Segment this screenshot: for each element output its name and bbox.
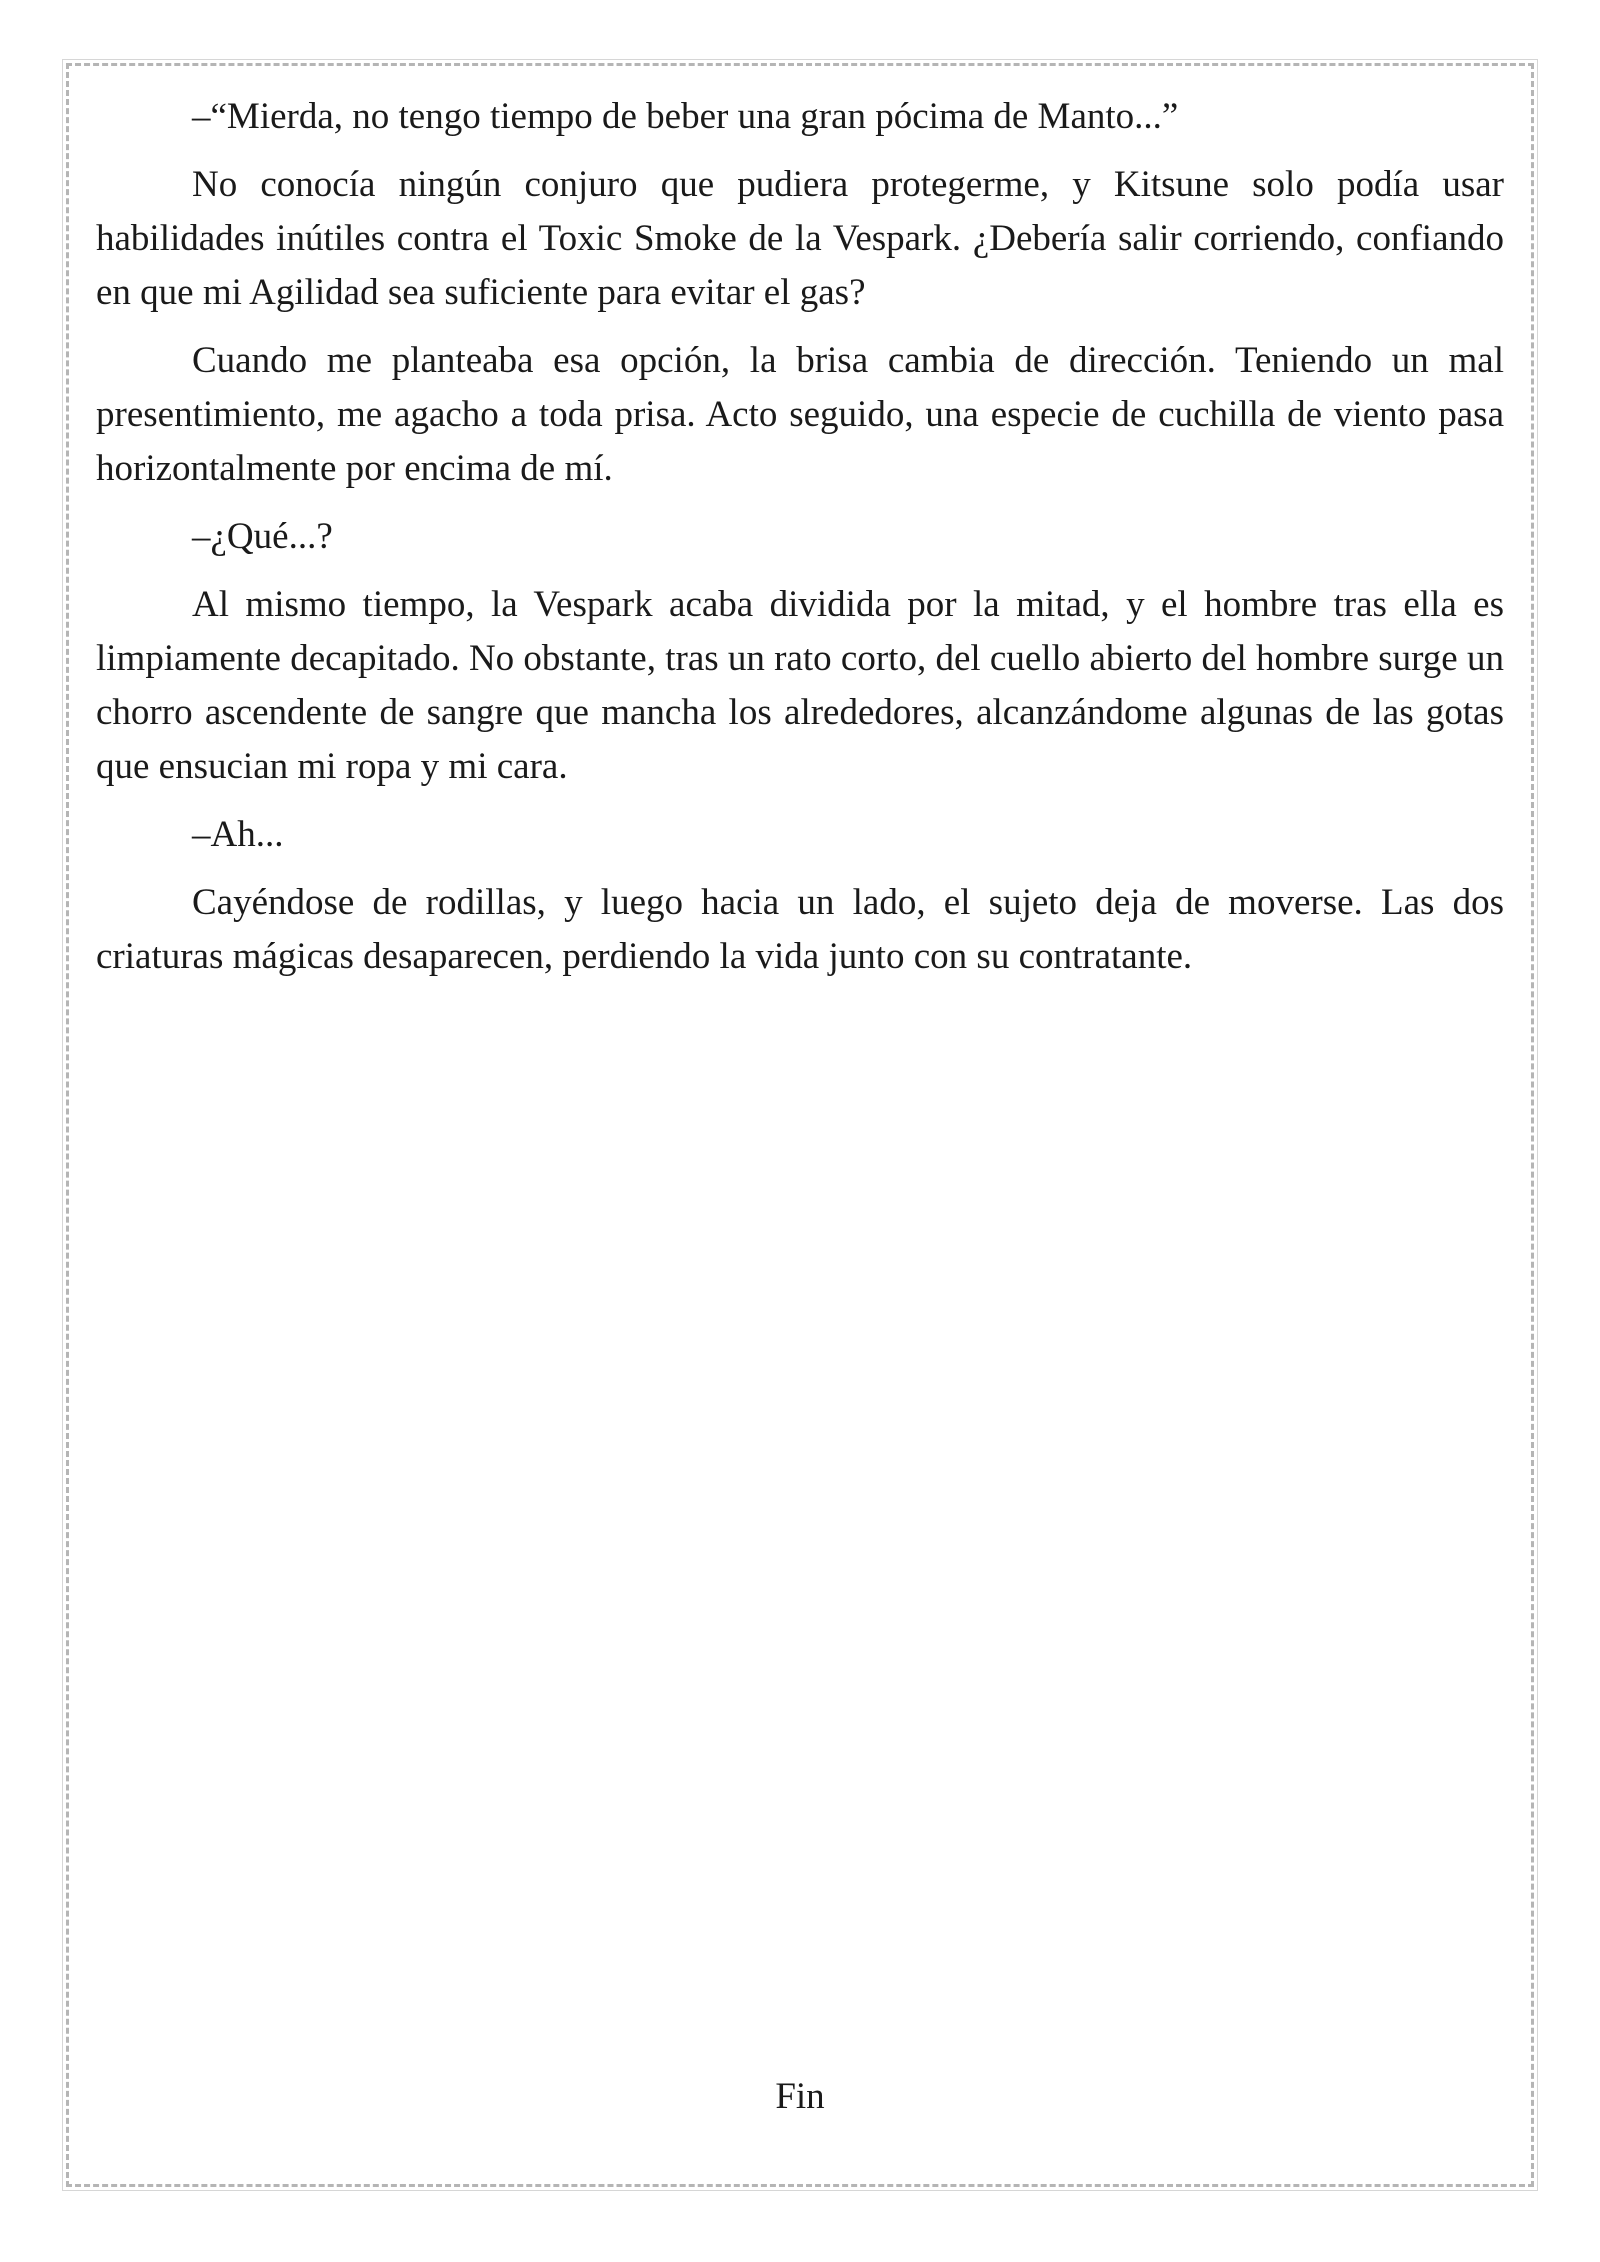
text-body bbox=[96, 90, 1504, 998]
end-mark: Fin bbox=[775, 2076, 825, 2117]
paragraph: Cayéndose de rodillas, y luego hacia un lado, el sujeto deja de moverse. Las dos criaturas mágicas desaparecen, perdiendo la vida junto con su contratante. bbox=[96, 882, 1504, 977]
paragraph: Al mismo tiempo, la Vespark acaba dividida por la mitad, y el hombre tras ella es limpiamente decapitado. No obstante, tras un rato corto, del cuello abierto del hombre surge un chorro ascendente de sangre que mancha los alrededores, alcanzándome algunas de las gotas que ensucian mi ropa y mi cara. bbox=[96, 584, 1504, 787]
paragraph-dialogue: –Ah... bbox=[192, 814, 284, 855]
paragraph: No conocía ningún conjuro que pudiera protegerme, y Kitsune solo podía usar habilidades inútiles contra el Toxic Smoke de la Vespark. ¿Debería salir corriendo, confiando en que mi Agilidad sea suficiente para evitar el gas? bbox=[96, 164, 1504, 313]
paragraph-dialogue: –¿Qué...? bbox=[192, 516, 333, 557]
paragraph: Cuando me planteaba esa opción, la brisa cambia de dirección. Teniendo un mal presentimiento, me agacho a toda prisa. Acto seguido, una especie de cuchilla de viento pasa horizontalmente por encima de mí. bbox=[96, 340, 1504, 489]
paragraph-dialogue: –“Mierda, no tengo tiempo de beber una gran pócima de Manto...” bbox=[192, 96, 1179, 137]
